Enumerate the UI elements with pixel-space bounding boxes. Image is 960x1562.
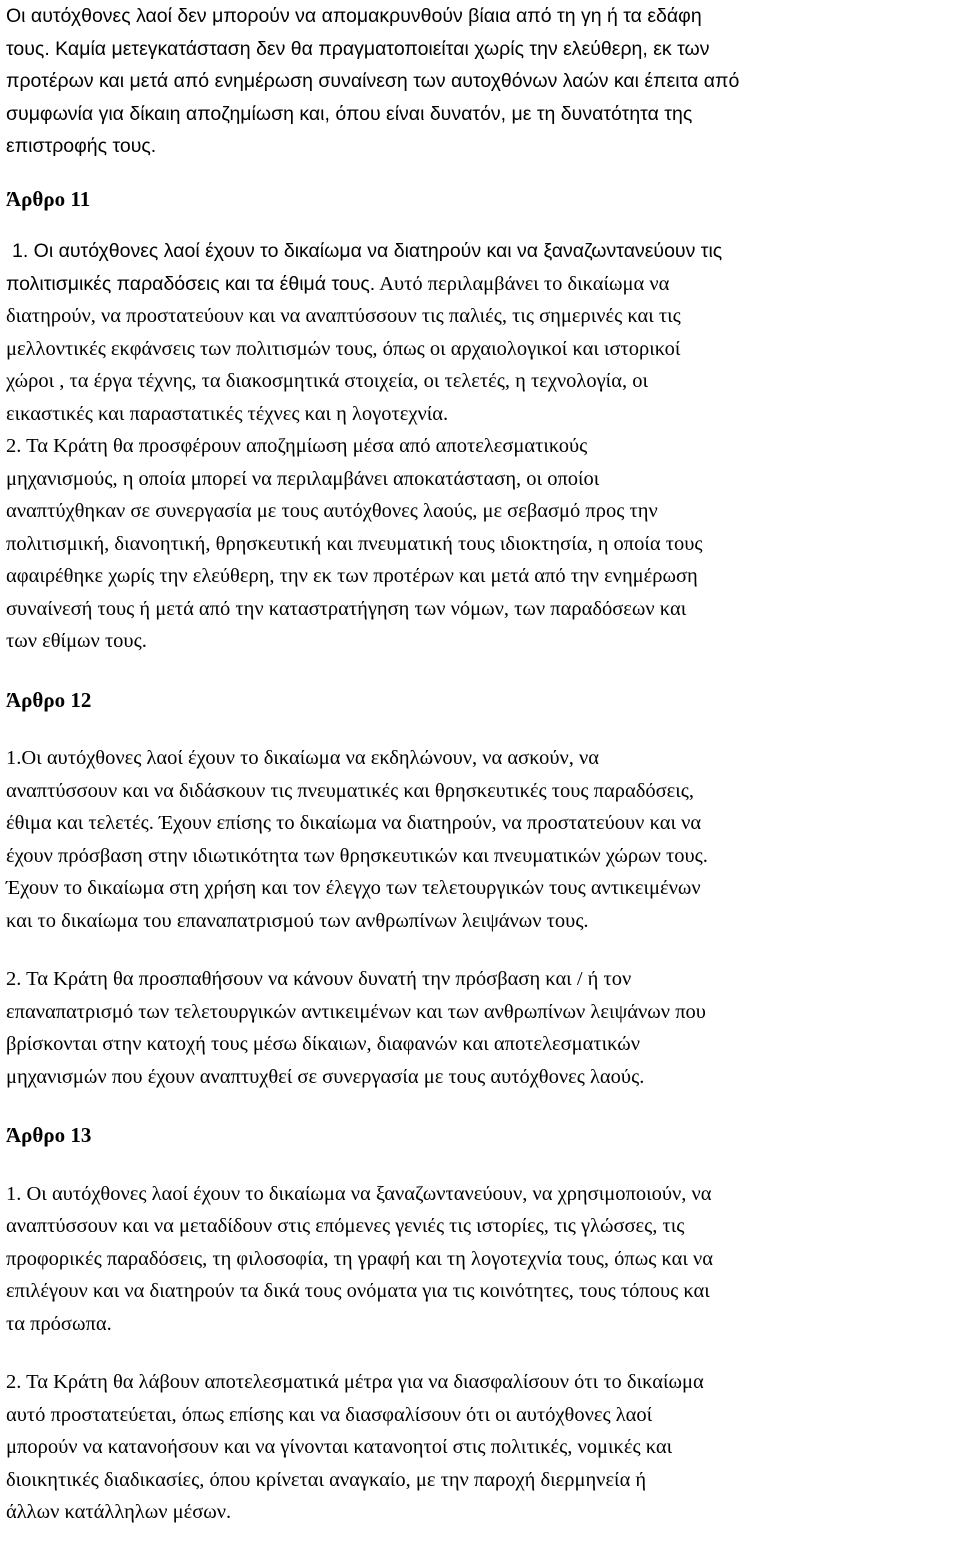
text-fragment: πολιτισμικές παραδόσεις και τα έθιμά τους.	[6, 272, 376, 295]
text-line: μελλοντικές εκφάνσεις των πολιτισμών τους, όπως οι αρχαιολογικοί και ιστορικοί	[6, 337, 681, 360]
text-fragment: Αυτό περιλαμβάνει το δικαίωμα να	[375, 272, 670, 295]
text-line: αναπτύσσουν και να μεταδίδουν στις επόμενες γενιές τις ιστορίες, τις γλώσσες, τις	[6, 1215, 685, 1237]
text-line: επαναπατρισμό των τελετουργικών αντικειμένων και των ανθρωπίνων λειψάνων που	[6, 1000, 706, 1023]
text-line: των εθίμων τους.	[6, 630, 147, 652]
article-11-paragraph-2	[6, 430, 958, 658]
text-line: έθιμα και τελετές. Έχουν επίσης το δικαίωμα να διατηρούν, να προστατεύουν και να	[6, 812, 702, 834]
text-line: επιλέγουν και να διατηρούν τα δικά τους ονόματα για τις κοινότητες, τους τόπους και	[6, 1280, 710, 1302]
text-line: τα πρόσωπα.	[6, 1312, 112, 1335]
text-line: εικαστικές και παραστατικές τέχνες και η λογοτεχνία.	[6, 402, 449, 425]
text-line: μηχανισμών που έχουν αναπτυχθεί σε συνεργασία με τους αυτόχθονες λαούς.	[6, 1065, 645, 1088]
text-line: συναίνεσή τους ή μετά από την καταστρατήγηση των νόμων, των παραδόσεων και	[6, 597, 687, 620]
text-line: 2. Τα Κράτη θα προσφέρουν αποζημίωση μέσα από αποτελεσματικούς	[6, 435, 588, 457]
text-line: και το δικαίωμα του επαναπατρισμού των ανθρωπίνων λειψάνων τους.	[6, 909, 589, 932]
article-12-paragraph-1	[6, 742, 958, 937]
text-line: 1. Οι αυτόχθονες λαοί έχουν το δικαίωμα να ξαναζωντανεύουν, να χρησιμοποιούν, να	[6, 1182, 712, 1205]
text-line: αυτό προστατεύεται, όπως επίσης και να διασφαλίσουν ότι οι αυτόχθονες λαοί	[6, 1403, 653, 1426]
text-line: χώροι , τα έργα τέχνης, τα διακοσμητικά στοιχεία, οι τελετές, η τεχνολογία, οι	[6, 370, 648, 392]
text-line	[6, 268, 958, 301]
text-line: άλλων κατάλληλων μέσων.	[6, 1501, 232, 1523]
text-line: διατηρούν, να προστατεύουν και να αναπτύσσουν τις παλιές, τις σημερινές και τις	[6, 305, 681, 327]
text-line: προφορικές παραδόσεις, τη φιλοσοφία, τη γραφή και τη λογοτεχνία τους, όπως και να	[6, 1247, 713, 1270]
text-line: βρίσκονται στην κατοχή τους μέσω δίκαιων, διαφανών και αποτελεσματικών	[6, 1033, 641, 1055]
text-line: επιστροφής τους.	[6, 135, 157, 157]
text-line: 2. Τα Κράτη θα λάβουν αποτελεσματικά μέτρα για να διασφαλίσουν ότι το δικαίωμα	[6, 1371, 704, 1393]
text-line: Έχουν το δικαίωμα στη χρήση και τον έλεγχο των τελετουργικών τους αντικειμένων	[6, 877, 701, 899]
text-line: έχουν πρόσβαση στην ιδιωτικότητα των θρησκευτικών και πνευματικών χώρων τους.	[6, 844, 708, 867]
article-12-paragraph-2	[6, 963, 958, 1093]
text-line: πολιτισμική, διανοητική, θρησκευτική και πνευματική τους ιδιοκτησία, η οποία τους	[6, 532, 703, 555]
text-line: αφαιρέθηκε χωρίς την ελεύθερη, την εκ των προτέρων και μετά από την ενημέρωση	[6, 565, 698, 587]
text-line: αναπτύχθηκαν σε συνεργασία με τους αυτόχθονες λαούς, με σεβασμό προς την	[6, 500, 658, 522]
text-line: 1.Οι αυτόχθονες λαοί έχουν το δικαίωμα να εκδηλώνουν, να ασκούν, να	[6, 747, 600, 769]
text-line: 2. Τα Κράτη θα προσπαθήσουν να κάνουν δυνατή την πρόσβαση και / ή τον	[6, 968, 632, 990]
article-13-paragraph-2	[6, 1366, 958, 1529]
text-line: αναπτύσσουν και να διδάσκουν τις πνευματικές και θρησκευτικές τους παραδόσεις,	[6, 779, 695, 802]
text-line: 1. Οι αυτόχθονες λαοί έχουν το δικαίωμα να διατηρούν και να ξαναζωντανεύουν τις	[12, 240, 723, 262]
article-12-heading: Άρθρο 12	[6, 687, 92, 712]
article-13-heading: Άρθρο 13	[6, 1123, 92, 1147]
text-line: συμφωνία για δίκαιη αποζημίωση και, όπου είναι δυνατόν, με τη δυνατότητα της	[6, 102, 693, 125]
text-line: προτέρων και μετά από ενημέρωση συναίνεση των αυτοχθόνων λαών και έπειτα από	[6, 70, 740, 92]
text-line: μπορούν να κατανοήσουν και να γίνονται κατανοητοί στις πολιτικές, νομικές και	[6, 1436, 673, 1458]
intro-paragraph	[6, 0, 958, 163]
article-13-paragraph-1	[6, 1178, 958, 1341]
article-11-paragraph-1	[6, 235, 958, 430]
text-line: Οι αυτόχθονες λαοί δεν μπορούν να απομακρυνθούν βίαια από τη γη ή τα εδάφη	[6, 5, 702, 27]
text-line: τους. Καμία μετεγκατάσταση δεν θα πραγματοποιείται χωρίς την ελεύθερη, εκ των	[6, 37, 710, 60]
text-line: μηχανισμούς, η οποία μπορεί να περιλαμβάνει αποκατάσταση, οι οποίοι	[6, 467, 600, 490]
article-11-heading: Άρθρο 11	[6, 186, 91, 211]
text-line: διοικητικές διαδικασίες, όπου κρίνεται αναγκαίο, με την παροχή διερμηνεία ή	[6, 1468, 647, 1491]
